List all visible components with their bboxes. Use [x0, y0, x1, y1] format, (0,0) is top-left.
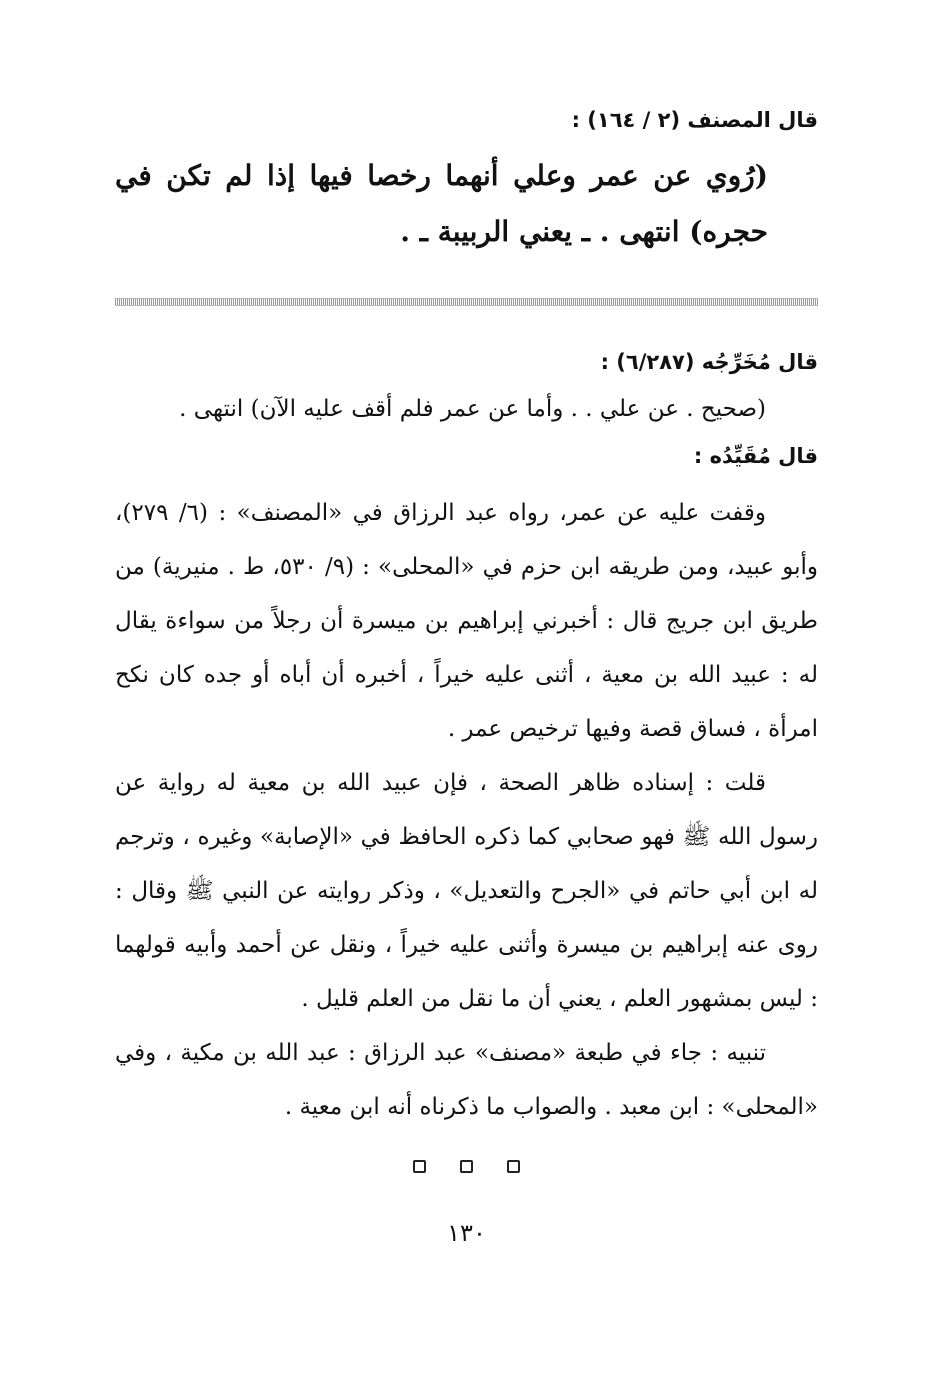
- section-divider: [115, 298, 818, 306]
- square-ornament-icon: [413, 1160, 426, 1173]
- section-end-ornament: [115, 1160, 818, 1180]
- square-ornament-icon: [507, 1160, 520, 1173]
- page-number: ١٣٠: [447, 1219, 486, 1247]
- square-ornament-icon: [460, 1160, 473, 1173]
- note-paragraph: تنبيه : جاء في طبعة «مصنف» عبد الرزاق : عبد الله بن مكية ، وفي «المحلى» : ابن معبد . والصواب ما ذكرناه أنه ابن معية .: [115, 1040, 818, 1120]
- takhrij-heading: قال مُخَرِّجُه (٦/٢٨٧) :: [600, 350, 818, 374]
- commentator-heading: قال مُقَيِّدُه :: [693, 444, 818, 468]
- page-content: [115, 100, 818, 1248]
- author-quote: (رُوي عن عمر وعلي أنهما رخصا فيها إذا لم تكن في حجره) انتهى . ـ يعني الربيبة ـ .: [115, 159, 768, 248]
- commentary-paragraph: وقفت عليه عن عمر، رواه عبد الرزاق في «المصنف» : (٦/ ٢٧٩)، وأبو عبيد، ومن طريقه ابن حزم في «المحلى» : (٩/ ٥٣٠، ط . منيرية) من طريق ابن جريج قال : أخبرني إبراهيم بن ميسرة أن رجلاً من سواءة يقال له : عبيد الله بن معية ، أثنى عليه خيراً ، أخبره أن أباه أو جده كان نكح امرأة ، فساق قصة وفيها ترخيص عمر .: [115, 500, 818, 742]
- commentary-paragraph: قلت : إسناده ظاهر الصحة ، فإن عبيد الله بن معية له رواية عن رسول الله ﷺ فهو صحابي كما ذكره الحافظ في «الإصابة» وغيره ، وترجم له ابن أبي حاتم في «الجرح والتعديل» ، وذكر روايته عن النبي ﷺ وقال : روى عنه إبراهيم بن ميسرة وأثنى عليه خيراً ، ونقل عن أحمد وأبيه قولهما : ليس بمشهور العلم ، يعني أن ما نقل من العلم قليل .: [115, 770, 818, 1012]
- author-heading: قال المصنف (٢ / ١٦٤) :: [571, 108, 818, 132]
- takhrij-quote: (صحيح . عن علي . . وأما عن عمر فلم أقف عليه الآن) انتهى .: [179, 396, 766, 422]
